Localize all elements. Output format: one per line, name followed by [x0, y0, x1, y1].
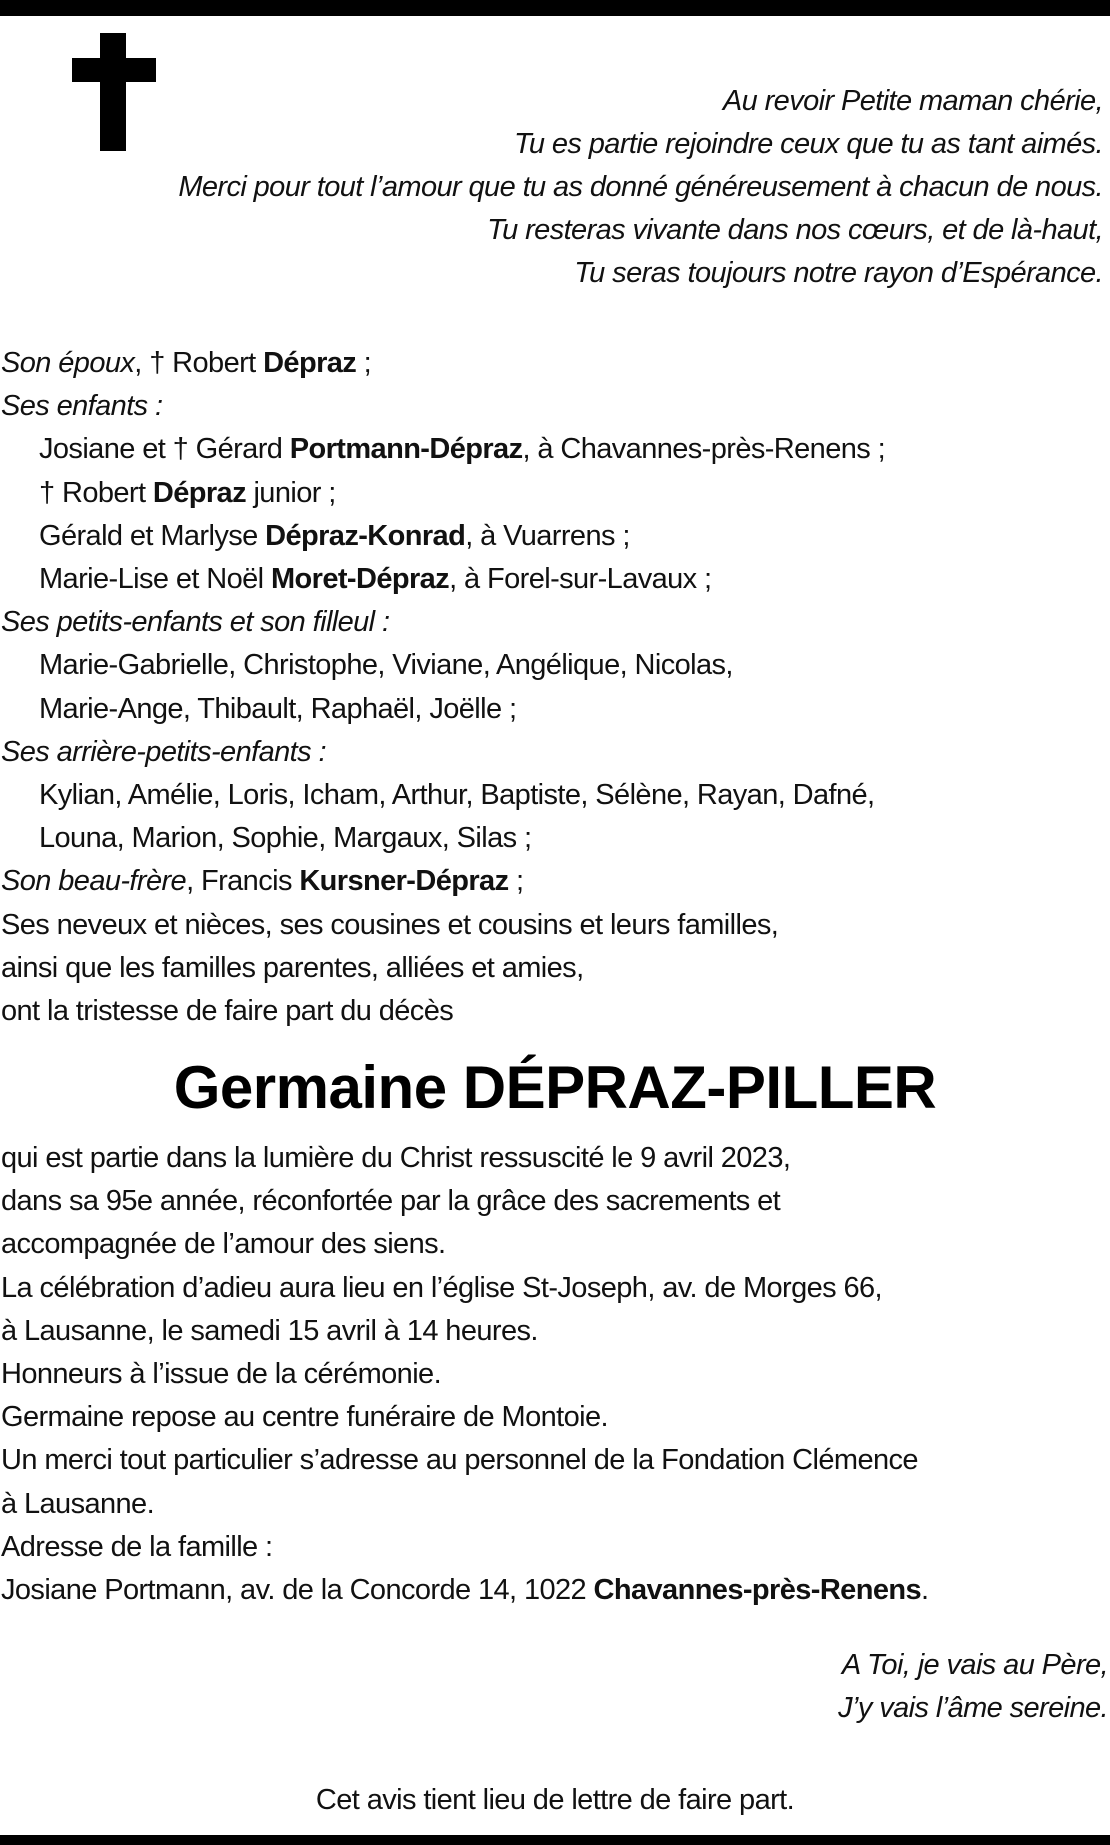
family-list [1, 342, 1101, 1033]
spouse-line: Son époux, † Robert Dépraz ; [1, 347, 372, 379]
notice-text: Cet avis tient lieu de lettre de faire part. [315, 1784, 795, 1816]
closing-poem-line: J’y vais l’âme sereine. [838, 1692, 1108, 1724]
spouse-name: Dépraz [263, 347, 357, 379]
spouse-label: Son époux [1, 347, 135, 379]
body-line: La célébration d’adieu aura lieu en l’église St-Joseph, av. de Morges 66, [1, 1271, 883, 1304]
closing-poem [508, 1644, 1108, 1730]
child-line: Josiane et † Gérard Portmann-Dépraz, à Chavannes-près-Renens ; [39, 433, 886, 466]
opening-poem [43, 80, 1103, 295]
brother-in-law-line: Son beau-frère, Francis Kursner-Dépraz ; [1, 865, 524, 898]
poem-line: Au revoir Petite maman chérie, [722, 85, 1103, 117]
child-line: † Robert Dépraz junior ; [39, 476, 336, 509]
family-closing-line: ainsi que les familles parentes, alliées et amies, [1, 951, 584, 984]
bottom-border-rule [0, 1835, 1110, 1845]
top-border-rule [0, 0, 1110, 16]
family-closing-line: Ses neveux et nièces, ses cousines et cousins et leurs familles, [1, 908, 779, 941]
body-line: dans sa 95e année, réconfortée par la grâce des sacrements et [1, 1185, 781, 1218]
body-line: Un merci tout particulier s’adresse au personnel de la Fondation Clémence [1, 1444, 918, 1477]
family-address: Josiane Portmann, av. de la Concorde 14, 1022 Chavannes-près-Renens. [1, 1574, 929, 1607]
child-line: Marie-Lise et Noël Moret-Dépraz, à Forel-sur-Lavaux ; [39, 563, 712, 596]
body-line: Germaine repose au centre funéraire de Montoie. [1, 1401, 608, 1434]
address-city: Chavannes-près-Renens [593, 1574, 921, 1607]
grandchildren-line: Marie-Ange, Thibault, Raphaël, Joëlle ; [39, 692, 517, 725]
great-grandchildren-line: Louna, Marion, Sophie, Margaux, Silas ; [39, 822, 532, 855]
body-line: à Lausanne, le samedi 15 avril à 14 heures. [1, 1314, 538, 1347]
body-line: à Lausanne. [1, 1487, 155, 1520]
poem-line: Tu seras toujours notre rayon d’Espérance. [574, 257, 1103, 289]
body-line: Adresse de la famille : [1, 1530, 273, 1563]
poem-line: Merci pour tout l’amour que tu as donné généreusement à chacun de nous. [178, 171, 1103, 203]
body-line: qui est partie dans la lumière du Christ ressuscité le 9 avril 2023, [1, 1142, 791, 1174]
poem-line: Tu es partie rejoindre ceux que tu as tant aimés. [513, 128, 1103, 160]
grandchildren-line: Marie-Gabrielle, Christophe, Viviane, Angélique, Nicolas, [39, 649, 733, 682]
body-line: accompagnée de l’amour des siens. [1, 1228, 446, 1261]
children-label: Ses enfants : [1, 390, 163, 423]
announcement-body [1, 1137, 1101, 1612]
great-grandchildren-label: Ses arrière-petits-enfants : [1, 735, 326, 768]
great-grandchildren-line: Kylian, Amélie, Loris, Icham, Arthur, Baptiste, Sélène, Rayan, Dafné, [39, 779, 875, 812]
deceased-name: Germaine DÉPRAZ-PILLER [173, 1054, 937, 1121]
grandchildren-label: Ses petits-enfants et son filleul : [1, 606, 390, 639]
poem-line: Tu resteras vivante dans nos cœurs, et de là-haut, [487, 214, 1103, 246]
closing-poem-line: A Toi, je vais au Père, [841, 1649, 1108, 1681]
family-closing-line: ont la tristesse de faire part du décès [1, 995, 454, 1028]
child-line: Gérald et Marlyse Dépraz-Konrad, à Vuarrens ; [39, 519, 630, 552]
body-line: Honneurs à l’issue de la cérémonie. [1, 1358, 442, 1391]
